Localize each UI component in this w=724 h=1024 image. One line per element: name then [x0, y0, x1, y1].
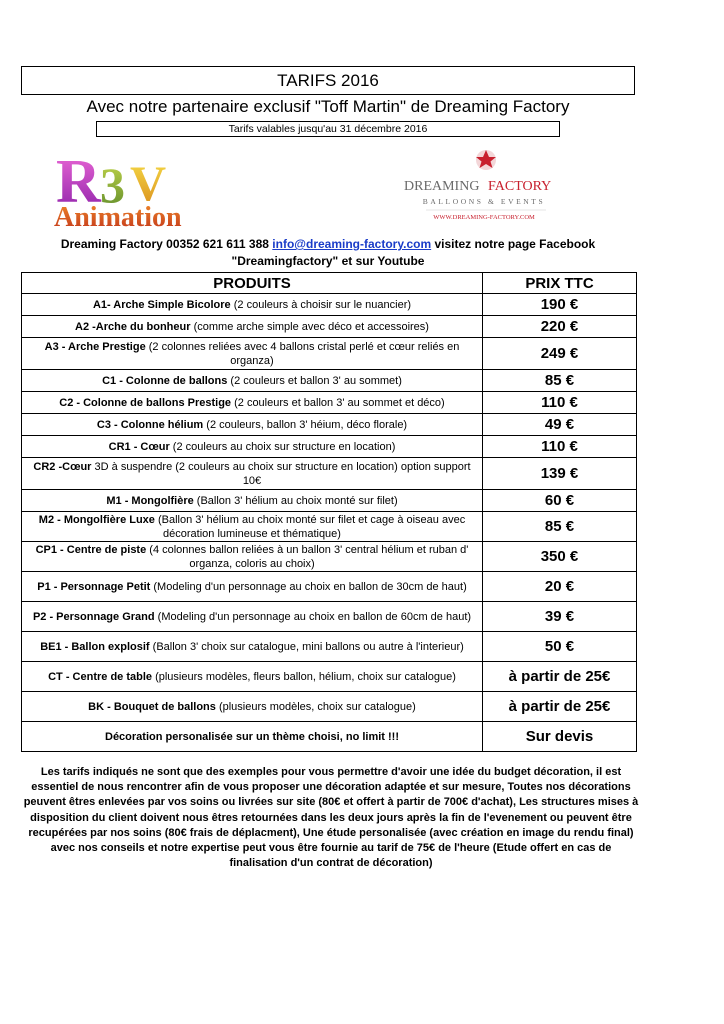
contact-prefix: Dreaming Factory 00352 621 611 388	[60, 237, 273, 251]
product-description: (2 couleurs au choix sur structure en location)	[169, 440, 396, 453]
product-cell	[22, 316, 483, 338]
table-row	[22, 542, 637, 572]
price-cell: 20 €	[483, 572, 637, 602]
product-description: (plusieurs modèles, fleurs ballon, hélium, choix sur catalogue)	[152, 670, 456, 683]
price-cell: 190 €	[483, 294, 637, 316]
products-header: PRODUITS	[22, 273, 483, 294]
product-cell	[22, 436, 483, 458]
price-cell: à partir de 25€	[483, 692, 637, 722]
product-name: CP1 - Centre de piste	[35, 543, 147, 556]
logo-name-part1: DREAMING	[404, 179, 480, 194]
price-cell: 139 €	[483, 458, 637, 490]
product-description: (2 couleurs et ballon 3' au sommet et déco)	[231, 396, 445, 409]
product-name: A3 - Arche Prestige	[44, 340, 146, 353]
table-row	[22, 490, 637, 512]
product-cell	[22, 338, 483, 370]
r3v-letter-r: R	[56, 148, 101, 216]
r3v-animation-word: Animation	[54, 202, 182, 230]
product-cell	[22, 542, 483, 572]
product-name: P1 - Personnage Petit	[37, 580, 151, 593]
product-description: (Modeling d'un personnage au choix en ballon de 30cm de haut)	[150, 580, 467, 593]
product-description: (2 couleurs à choisir sur le nuancier)	[230, 298, 412, 311]
price-cell: 110 €	[483, 436, 637, 458]
product-name: M1 - Mongolfière	[106, 494, 194, 507]
r3v-animation-logo	[50, 142, 210, 230]
footer-note: Les tarifs indiqués ne sont que des exemples pour vous permettre d'avoir une idée du budget décoration, il est essentiel de nous rencontrer afin de vous proposer une décoration adaptée et sur mesure, Toutes nos décorations peuvent êtres enlevées par vos soins ou livrées sur site (80€ et offert à partir de 700€ d'achat), Les structures mises à disposition du client doivent nous êtres retournées dans les deux jours après la fin de l'evenement ou peuvent être recupérées par nos soins (80€ frais de déplacment), Une étude personalisée (avec création en image du rendu final) avec nos conseils et notre expertise peut vous être fournie au tarif de 75€ de l'heure (Etude offert en cas de finalisation d'un contrat de décoration)	[23, 766, 639, 870]
price-cell: 60 €	[483, 490, 637, 512]
price-cell: 220 €	[483, 316, 637, 338]
price-cell: Sur devis	[483, 722, 637, 752]
product-name: M2 - Mongolfière Luxe	[38, 513, 155, 526]
table-row	[22, 392, 637, 414]
product-name: C1 - Colonne de ballons	[102, 374, 228, 387]
product-description: (plusieurs modèles, choix sur catalogue)	[215, 700, 416, 713]
table-row	[22, 338, 637, 370]
page-title: TARIFS 2016	[21, 66, 635, 95]
product-description: (Ballon 3' hélium au choix monté sur filet et cage à oiseau avec décoration lumineuse et thématique)	[154, 513, 466, 540]
product-name: C2 - Colonne de ballons Prestige	[59, 396, 232, 409]
product-name: CT - Centre de table	[48, 670, 153, 683]
r3v-letter-v: V	[130, 155, 167, 211]
product-description: (Modeling d'un personnage au choix en ballon de 60cm de haut)	[154, 610, 472, 623]
product-name: A1- Arche Simple Bicolore	[92, 298, 231, 311]
product-cell	[22, 370, 483, 392]
product-name: A2 -Arche du bonheur	[75, 320, 191, 333]
table-row	[22, 512, 637, 542]
product-name: BE1 - Ballon explosif	[40, 640, 150, 653]
table-row	[22, 414, 637, 436]
validity-note: Tarifs valables jusqu'au 31 décembre 2016	[96, 121, 560, 137]
product-cell	[22, 722, 483, 752]
price-table	[21, 272, 637, 752]
product-description: 3D à suspendre (2 couleurs au choix sur structure en location) option support 10€	[91, 460, 471, 487]
table-row	[22, 662, 637, 692]
product-cell	[22, 490, 483, 512]
table-row	[22, 692, 637, 722]
product-cell	[22, 392, 483, 414]
product-description: (Ballon 3' choix sur catalogue, mini ballons ou autre à l'interieur)	[149, 640, 464, 653]
logo-tagline: BALLOONS & EVENTS	[422, 197, 546, 206]
product-cell	[22, 294, 483, 316]
logo-name-part2: FACTORY	[488, 179, 552, 194]
table-row	[22, 572, 637, 602]
price-cell: 85 €	[483, 512, 637, 542]
product-cell	[22, 414, 483, 436]
product-description: (comme arche simple avec déco et accessoires)	[190, 320, 429, 333]
table-row	[22, 294, 637, 316]
product-description: (2 couleurs, ballon 3' héium, déco florale)	[203, 418, 408, 431]
r3v-letter-3: 3	[100, 157, 125, 213]
product-cell	[22, 602, 483, 632]
contact-email-link[interactable]: info@dreaming-factory.com	[272, 237, 432, 251]
table-row	[22, 436, 637, 458]
product-cell	[22, 692, 483, 722]
product-description: (2 couleurs et ballon 3' au sommet)	[227, 374, 402, 387]
price-cell: 50 €	[483, 632, 637, 662]
price-cell: 350 €	[483, 542, 637, 572]
product-description: (4 colonnes ballon reliées à un ballon 3' central hélium et ruban d' organza, coloris au choix)	[146, 543, 469, 570]
table-row	[22, 458, 637, 490]
table-row	[22, 370, 637, 392]
price-cell: 49 €	[483, 414, 637, 436]
product-name: C3 - Colonne hélium	[96, 418, 204, 431]
product-description: (2 colonnes reliées avec 4 ballons cristal perlé et cœur reliés en organza)	[145, 340, 460, 367]
dreaming-factory-logo	[396, 146, 566, 226]
contact-suffix: visitez notre page Facebook "Dreamingfactory" et sur Youtube	[231, 237, 596, 268]
product-name: Décoration personalisée sur un thème choisi, no limit !!!	[105, 730, 399, 743]
price-cell: 39 €	[483, 602, 637, 632]
price-cell: à partir de 25€	[483, 662, 637, 692]
product-cell	[22, 458, 483, 490]
price-cell: 110 €	[483, 392, 637, 414]
price-header: PRIX TTC	[483, 273, 637, 294]
price-cell: 249 €	[483, 338, 637, 370]
table-header-row	[22, 273, 637, 294]
product-cell	[22, 572, 483, 602]
table-row	[22, 722, 637, 752]
price-cell: 85 €	[483, 370, 637, 392]
logo-url: WWW.DREAMING-FACTORY.COM	[433, 214, 535, 221]
page-subtitle: Avec notre partenaire exclusif "Toff Martin" de Dreaming Factory	[86, 97, 570, 116]
product-name: P2 - Personnage Grand	[32, 610, 155, 623]
contact-line	[21, 236, 635, 270]
product-name: CR2 -Cœur	[33, 460, 92, 473]
product-name: CR1 - Cœur	[108, 440, 170, 453]
product-name: BK - Bouquet de ballons	[88, 700, 216, 713]
product-cell	[22, 662, 483, 692]
product-cell	[22, 632, 483, 662]
table-row	[22, 316, 637, 338]
product-description: (Ballon 3' hélium au choix monté sur filet)	[193, 494, 398, 507]
product-cell	[22, 512, 483, 542]
table-row	[22, 632, 637, 662]
table-row	[22, 602, 637, 632]
